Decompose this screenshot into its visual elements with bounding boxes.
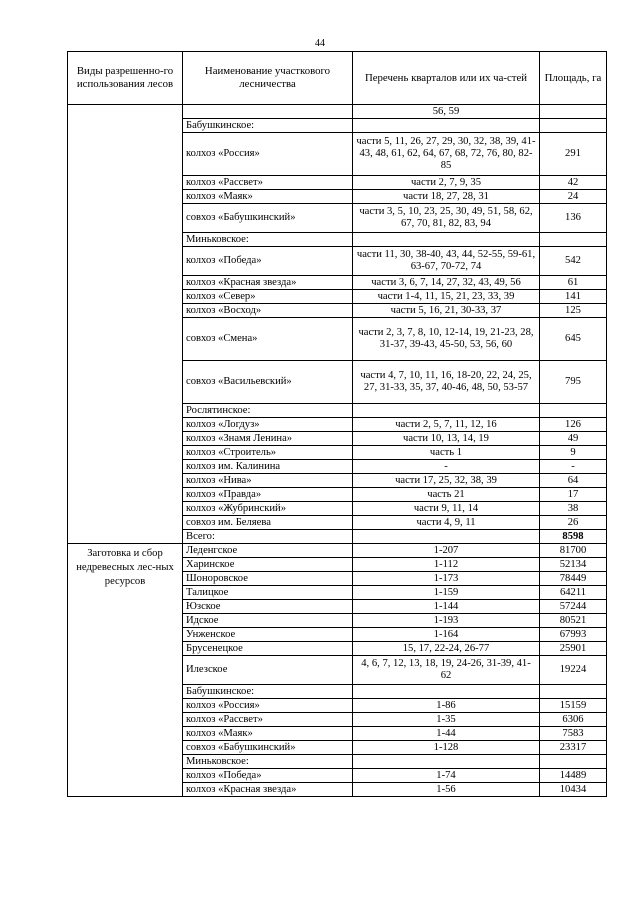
area-cell: 17 xyxy=(540,488,607,502)
quarters-cell: 1-35 xyxy=(353,713,540,727)
area-cell: 78449 xyxy=(540,572,607,586)
quarters-cell: 1-173 xyxy=(353,572,540,586)
area-cell: 25901 xyxy=(540,642,607,656)
forestry-name-cell: колхоз «Север» xyxy=(183,290,353,304)
quarters-cell: части 18, 27, 28, 31 xyxy=(353,190,540,204)
forestry-name-cell: Идское xyxy=(183,614,353,628)
forestry-name-cell: Унженское xyxy=(183,628,353,642)
forestry-name-cell: колхоз «Рассвет» xyxy=(183,176,353,190)
area-cell: 49 xyxy=(540,432,607,446)
area-cell xyxy=(540,404,607,418)
quarters-cell: части 11, 30, 38-40, 43, 44, 52-55, 59-61, 63-67, 70-72, 74 xyxy=(353,247,540,276)
area-cell: 61 xyxy=(540,276,607,290)
area-cell: 42 xyxy=(540,176,607,190)
table-body xyxy=(68,105,607,797)
area-cell: 24 xyxy=(540,190,607,204)
area-cell: 6306 xyxy=(540,713,607,727)
area-cell xyxy=(540,755,607,769)
quarters-cell xyxy=(353,119,540,133)
quarters-cell: части 4, 9, 11 xyxy=(353,516,540,530)
quarters-cell: 1-193 xyxy=(353,614,540,628)
area-cell xyxy=(540,119,607,133)
area-cell: 52134 xyxy=(540,558,607,572)
area-cell: 14489 xyxy=(540,769,607,783)
quarters-cell: части 5, 16, 21, 30-33, 37 xyxy=(353,304,540,318)
quarters-cell: части 10, 13, 14, 19 xyxy=(353,432,540,446)
area-cell: - xyxy=(540,460,607,474)
forestry-name-cell: колхоз «Красная звезда» xyxy=(183,783,353,797)
quarters-cell: части 3, 6, 7, 14, 27, 32, 43, 49, 56 xyxy=(353,276,540,290)
quarters-cell: - xyxy=(353,460,540,474)
area-cell: 136 xyxy=(540,204,607,233)
quarters-cell: 4, 6, 7, 12, 13, 18, 19, 24-26, 31-39, 41-62 xyxy=(353,656,540,685)
forestry-name-cell: совхоз «Бабушкинский» xyxy=(183,204,353,233)
area-cell: 291 xyxy=(540,133,607,176)
quarters-cell: 1-56 xyxy=(353,783,540,797)
quarters-cell: части 1-4, 11, 15, 21, 23, 33, 39 xyxy=(353,290,540,304)
forestry-name-cell: колхоз «Маяк» xyxy=(183,727,353,741)
table-header-row xyxy=(68,52,607,105)
header-area: Площадь, га xyxy=(540,52,607,105)
forestry-name-cell: колхоз им. Калинина xyxy=(183,460,353,474)
area-cell: 645 xyxy=(540,318,607,361)
quarters-cell: части 2, 5, 7, 11, 12, 16 xyxy=(353,418,540,432)
forestry-name-cell: колхоз «Красная звезда» xyxy=(183,276,353,290)
forestry-name-cell: колхоз «Логдуз» xyxy=(183,418,353,432)
forestry-name-cell: совхоз «Смена» xyxy=(183,318,353,361)
quarters-cell: 1-112 xyxy=(353,558,540,572)
forestry-name-cell: Рослятинское: xyxy=(183,404,353,418)
quarters-cell: части 5, 11, 26, 27, 29, 30, 32, 38, 39, 41-43, 48, 61, 62, 64, 67, 68, 72, 76, 80, 82-85 xyxy=(353,133,540,176)
forestry-name-cell: Брусенецкое xyxy=(183,642,353,656)
area-cell xyxy=(540,233,607,247)
quarters-cell xyxy=(353,404,540,418)
forest-use-table xyxy=(67,51,607,797)
forestry-name-cell: совхоз «Васильевский» xyxy=(183,361,353,404)
quarters-cell: части 2, 7, 9, 35 xyxy=(353,176,540,190)
quarters-cell xyxy=(353,755,540,769)
forestry-name-cell: колхоз «Строитель» xyxy=(183,446,353,460)
quarters-cell: 56, 59 xyxy=(353,105,540,119)
area-cell: 23317 xyxy=(540,741,607,755)
forestry-name-cell: Бабушкинское: xyxy=(183,685,353,699)
area-cell: 26 xyxy=(540,516,607,530)
header-forestry: Наименование участкового лесничества xyxy=(183,52,353,105)
area-cell: 15159 xyxy=(540,699,607,713)
forestry-name-cell: Илезское xyxy=(183,656,353,685)
header-use-type: Виды разрешенно-го использования лесов xyxy=(68,52,183,105)
area-cell: 795 xyxy=(540,361,607,404)
forestry-name-cell: колхоз «Маяк» xyxy=(183,190,353,204)
quarters-cell xyxy=(353,685,540,699)
forestry-name-cell: Юзское xyxy=(183,600,353,614)
forestry-name-cell: Харинское xyxy=(183,558,353,572)
forestry-name-cell: Миньковское: xyxy=(183,233,353,247)
quarters-cell: части 2, 3, 7, 8, 10, 12-14, 19, 21-23, 28, 31-37, 39-43, 45-50, 53, 56, 60 xyxy=(353,318,540,361)
page-number: 44 xyxy=(315,38,325,49)
use-type-cell: Заготовка и сбор недревесных лес-ных ресурсов xyxy=(68,544,183,797)
quarters-cell: 1-128 xyxy=(353,741,540,755)
total-quarters-empty xyxy=(353,530,540,544)
forestry-name-cell: колхоз «Победа» xyxy=(183,769,353,783)
forestry-name-cell: колхоз «Рассвет» xyxy=(183,713,353,727)
quarters-cell: 1-86 xyxy=(353,699,540,713)
area-cell xyxy=(540,105,607,119)
total-label: Всего: xyxy=(183,530,353,544)
forestry-name-cell: колхоз «Правда» xyxy=(183,488,353,502)
area-cell: 80521 xyxy=(540,614,607,628)
quarters-cell: части 9, 11, 14 xyxy=(353,502,540,516)
forestry-name-cell: Шоноровское xyxy=(183,572,353,586)
quarters-cell: 1-159 xyxy=(353,586,540,600)
quarters-cell: части 4, 7, 10, 11, 16, 18-20, 22, 24, 25, 27, 31-33, 35, 37, 40-46, 48, 50, 53-57 xyxy=(353,361,540,404)
quarters-cell: часть 21 xyxy=(353,488,540,502)
area-cell: 141 xyxy=(540,290,607,304)
forestry-name-cell: колхоз «Нива» xyxy=(183,474,353,488)
forestry-name-cell: совхоз им. Беляева xyxy=(183,516,353,530)
quarters-cell: 1-74 xyxy=(353,769,540,783)
header-quarters: Перечень кварталов или их ча-стей xyxy=(353,52,540,105)
area-cell: 64 xyxy=(540,474,607,488)
forestry-name-cell xyxy=(183,105,353,119)
area-cell: 57244 xyxy=(540,600,607,614)
quarters-cell: 1-144 xyxy=(353,600,540,614)
total-area: 8598 xyxy=(540,530,607,544)
area-cell: 81700 xyxy=(540,544,607,558)
quarters-cell: 1-164 xyxy=(353,628,540,642)
area-cell: 126 xyxy=(540,418,607,432)
area-cell xyxy=(540,685,607,699)
area-cell: 542 xyxy=(540,247,607,276)
forestry-name-cell: колхоз «Россия» xyxy=(183,699,353,713)
forestry-name-cell: колхоз «Знамя Ленина» xyxy=(183,432,353,446)
forestry-name-cell: Бабушкинское: xyxy=(183,119,353,133)
area-cell: 19224 xyxy=(540,656,607,685)
quarters-cell: 15, 17, 22-24, 26-77 xyxy=(353,642,540,656)
table-row xyxy=(68,105,607,119)
table-row xyxy=(68,544,607,558)
forestry-name-cell: колхоз «Победа» xyxy=(183,247,353,276)
area-cell: 9 xyxy=(540,446,607,460)
area-cell: 64211 xyxy=(540,586,607,600)
quarters-cell: 1-207 xyxy=(353,544,540,558)
area-cell: 125 xyxy=(540,304,607,318)
forestry-name-cell: колхоз «Жубринский» xyxy=(183,502,353,516)
forestry-name-cell: колхоз «Россия» xyxy=(183,133,353,176)
area-cell: 67993 xyxy=(540,628,607,642)
use-type-cell-continued xyxy=(68,105,183,544)
forestry-name-cell: совхоз «Бабушкинский» xyxy=(183,741,353,755)
area-cell: 10434 xyxy=(540,783,607,797)
area-cell: 7583 xyxy=(540,727,607,741)
quarters-cell: 1-44 xyxy=(353,727,540,741)
forestry-name-cell: Леденгское xyxy=(183,544,353,558)
quarters-cell: часть 1 xyxy=(353,446,540,460)
quarters-cell: части 17, 25, 32, 38, 39 xyxy=(353,474,540,488)
forestry-name-cell: Миньковское: xyxy=(183,755,353,769)
forestry-name-cell: Талицкое xyxy=(183,586,353,600)
quarters-cell: части 3, 5, 10, 23, 25, 30, 49, 51, 58, 62, 67, 70, 81, 82, 83, 94 xyxy=(353,204,540,233)
area-cell: 38 xyxy=(540,502,607,516)
quarters-cell xyxy=(353,233,540,247)
forestry-name-cell: колхоз «Восход» xyxy=(183,304,353,318)
